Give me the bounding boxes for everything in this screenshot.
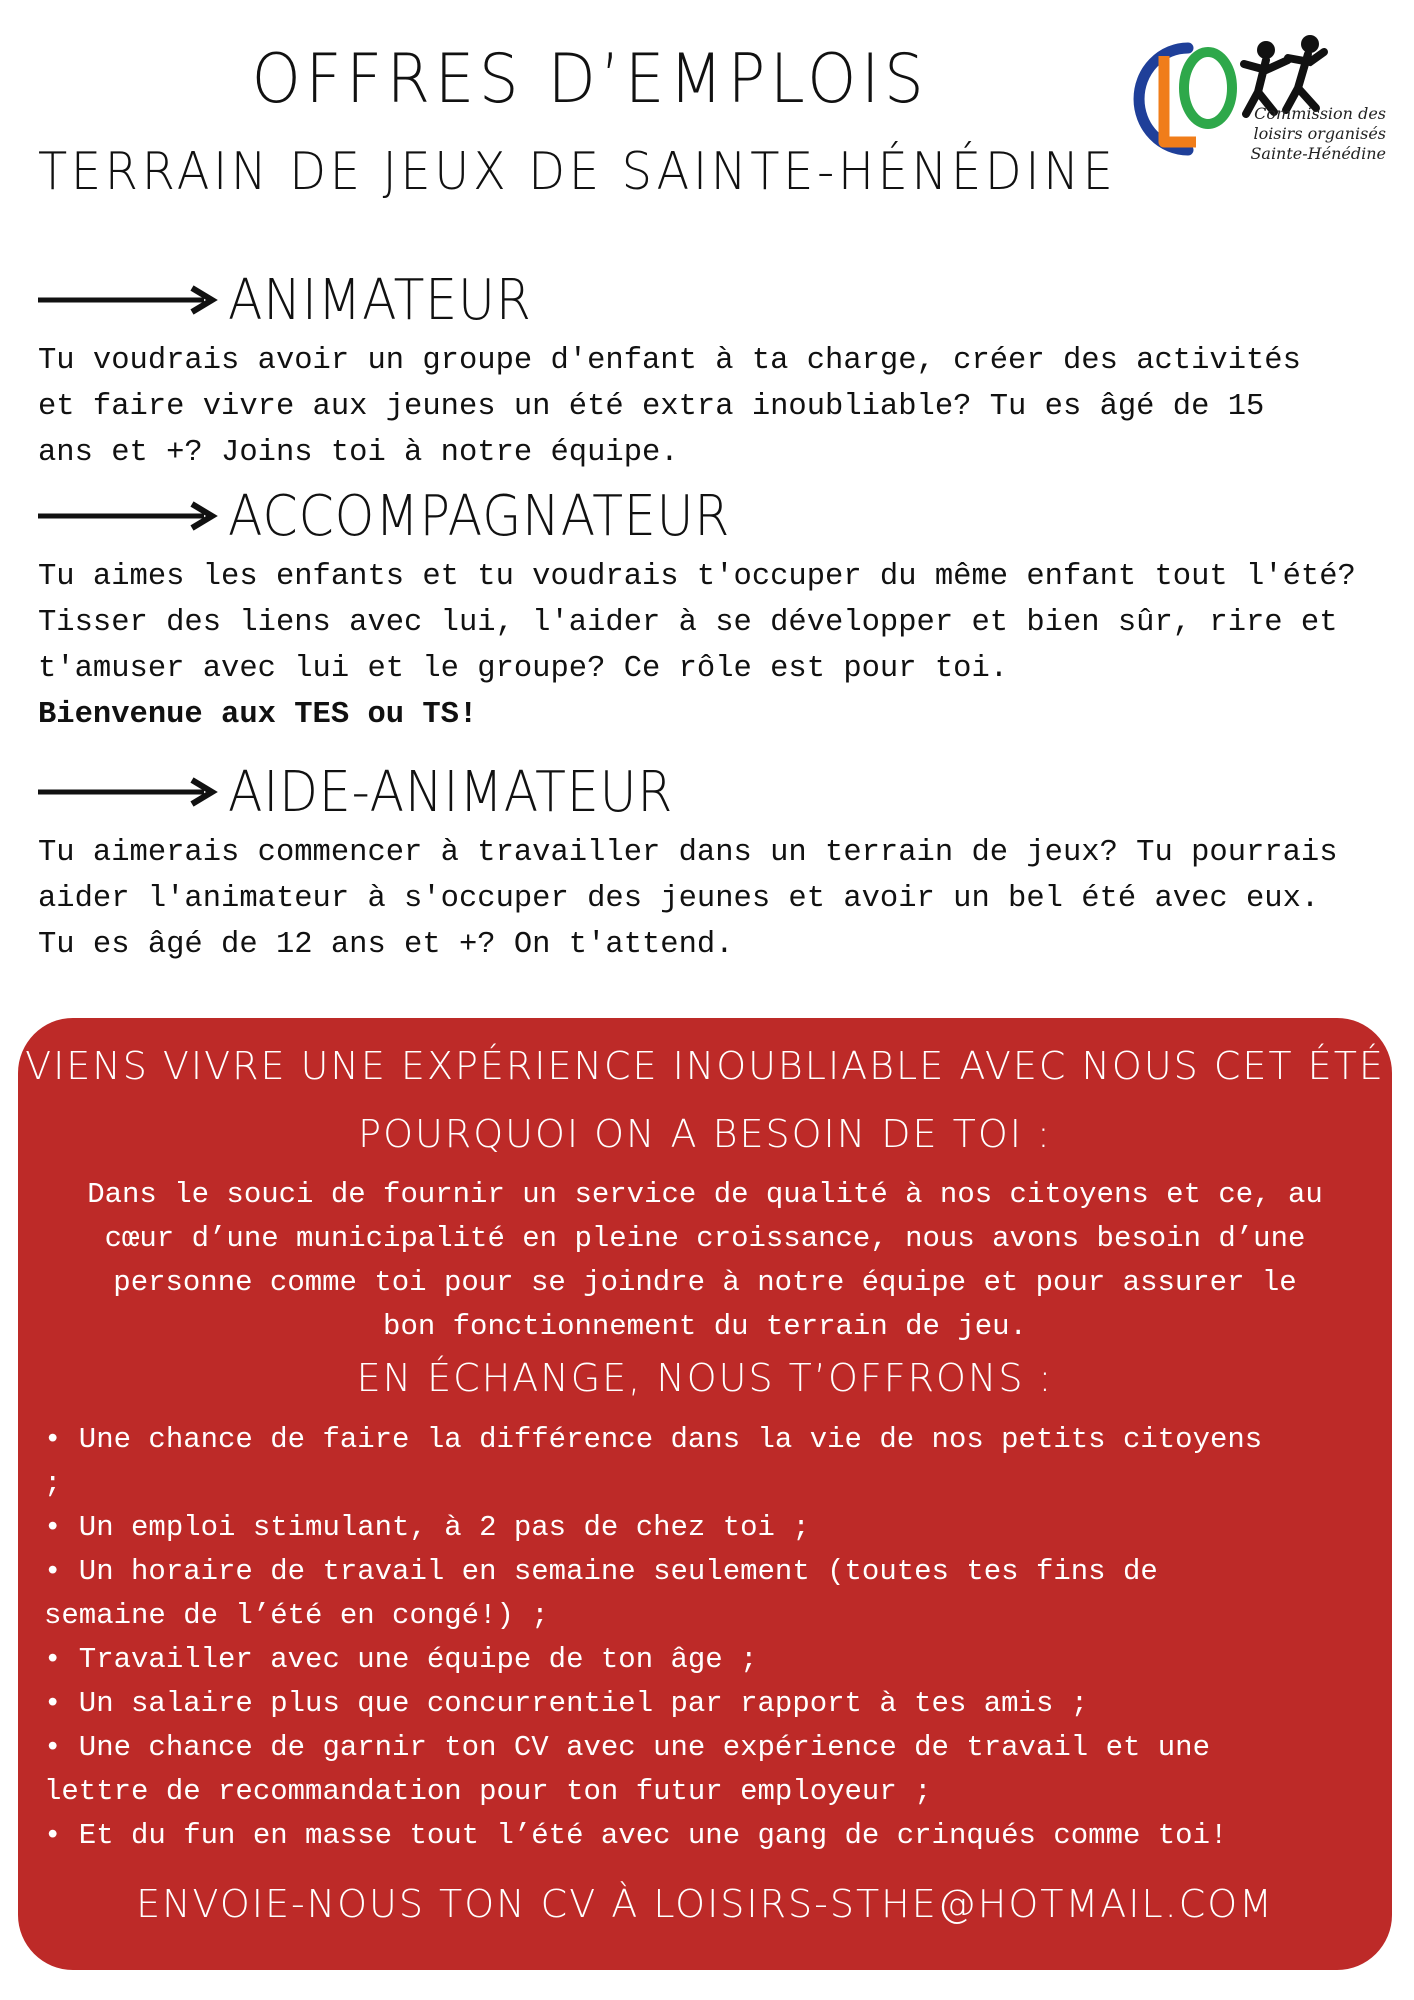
- list-item: • Travailler avec une équipe de ton âge ;: [44, 1643, 758, 1676]
- body-line: Tu voudrais avoir un groupe d'enfant à ta charge, créer des activités: [38, 344, 1301, 378]
- list-item: • Un salaire plus que concurrentiel par rapport à tes amis ;: [44, 1687, 1089, 1720]
- section-body: [38, 338, 1378, 476]
- logo-caption-line: loisirs organisés: [1253, 124, 1386, 143]
- list-item: • Et du fun en masse tout l’été avec une gang de crinqués comme toi!: [44, 1819, 1228, 1852]
- section-accompagnateur: [38, 478, 1378, 738]
- body-bold-line: Bienvenue aux TES ou TS!: [38, 698, 478, 732]
- section-title: ANIMATEUR: [228, 267, 532, 333]
- list-item: • Un emploi stimulant, à 2 pas de chez toi ;: [44, 1511, 810, 1544]
- clo-logo: [1118, 30, 1388, 180]
- body-line: Tu aimes les enfants et tu voudrais t'occuper du même enfant tout l'été?: [38, 560, 1356, 594]
- paragraph-line: bon fonctionnement du terrain de jeu.: [383, 1310, 1027, 1343]
- page-subtitle: TERRAIN DE JEUX DE SAINTE-HÉNÉDINE: [38, 142, 1117, 202]
- body-line: Tu es âgé de 12 ans et +? On t'attend.: [38, 928, 734, 962]
- arrow-right-icon: [38, 777, 218, 807]
- section-title: ACCOMPAGNATEUR: [228, 483, 731, 549]
- contact-email: ENVOIE-NOUS TON CV À LOISIRS-STHE@HOTMAIL.COM: [136, 1882, 1274, 1926]
- list-item: • Une chance de faire la différence dans la vie de nos petits citoyens: [44, 1423, 1263, 1456]
- list-item: lettre de recommandation pour ton futur employeur ;: [44, 1775, 932, 1808]
- panel-heading: POURQUOI ON A BESOIN DE TOI :: [358, 1112, 1052, 1156]
- section-animateur: [38, 262, 1378, 476]
- arrow-right-icon: [38, 285, 218, 315]
- body-line: t'amuser avec lui et le groupe? Ce rôle est pour toi.: [38, 652, 1009, 686]
- page-title: OFFRES D’EMPLOIS: [251, 40, 929, 119]
- arrow-right-icon: [38, 501, 218, 531]
- section-aide-animateur: [38, 754, 1378, 968]
- list-item: • Un horaire de travail en semaine seulement (toutes tes fins de: [44, 1555, 1158, 1588]
- body-line: aider l'animateur à s'occuper des jeunes et avoir un bel été avec eux.: [38, 882, 1320, 916]
- body-line: Tisser des liens avec lui, l'aider à se développer et bien sûr, rire et: [38, 606, 1338, 640]
- paragraph-line: Dans le souci de fournir un service de qualité à nos citoyens et ce, au: [87, 1178, 1323, 1211]
- offer-panel: [18, 1018, 1392, 1970]
- section-body: [38, 554, 1378, 738]
- panel-heading: EN ÉCHANGE, NOUS T’OFFRONS :: [356, 1356, 1054, 1400]
- body-line: ans et +? Joins toi à notre équipe.: [38, 436, 679, 470]
- logo-caption: [1206, 104, 1386, 164]
- logo-caption-line: Commission des: [1254, 104, 1386, 123]
- logo-caption-line: Sainte-Hénédine: [1250, 144, 1386, 163]
- benefits-list: [44, 1418, 1364, 1858]
- paragraph-line: personne comme toi pour se joindre à notre équipe et pour assurer le: [113, 1266, 1297, 1299]
- panel-heading: VIENS VIVRE UNE EXPÉRIENCE INOUBLIABLE AVEC NOUS CET ÉTÉ: [25, 1044, 1385, 1088]
- paragraph-line: cœur d’une municipalité en pleine croissance, nous avons besoin d’une: [104, 1222, 1306, 1255]
- list-item: • Une chance de garnir ton CV avec une expérience de travail et une: [44, 1731, 1210, 1764]
- section-title: AIDE-ANIMATEUR: [228, 759, 674, 825]
- section-header: [38, 754, 1378, 830]
- section-body: [38, 830, 1378, 968]
- panel-paragraph: [48, 1173, 1362, 1349]
- section-header: [38, 262, 1378, 338]
- section-header: [38, 478, 1378, 554]
- body-line: et faire vivre aux jeunes un été extra inoubliable? Tu es âgé de 15: [38, 390, 1265, 424]
- list-item: semaine de l’été en congé!) ;: [44, 1599, 549, 1632]
- body-line: Tu aimerais commencer à travailler dans un terrain de jeux? Tu pourrais: [38, 836, 1338, 870]
- list-item: ;: [44, 1467, 62, 1500]
